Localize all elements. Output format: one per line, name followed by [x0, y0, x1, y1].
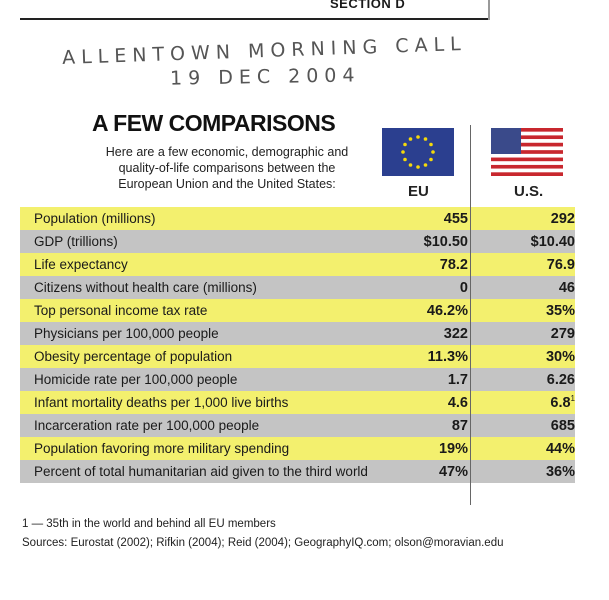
us-flag-icon [491, 128, 563, 176]
eu-star-icon [431, 150, 435, 154]
us-stripe [491, 158, 563, 162]
us-value-text: 30% [545, 348, 575, 365]
us-value-text: 292 [550, 210, 575, 227]
us-value-text: $10.40 [530, 233, 575, 250]
eu-star-icon [416, 135, 420, 139]
page-title: A FEW COMPARISONS [92, 110, 336, 136]
intro-text: Here are a few economic, demographic and quality-of-life comparisons between the European Union and the United States: [105, 145, 349, 191]
eu-value: $10.50 [423, 233, 468, 250]
row-label: Infant mortality deaths per 1,000 live births [34, 395, 289, 410]
eu-star-icon [409, 163, 413, 167]
eu-star-icon [424, 137, 428, 141]
us-value-text: 6.8 [550, 394, 571, 411]
eu-star-icon [429, 158, 433, 162]
comparison-table [20, 207, 575, 483]
us-stripe [491, 154, 563, 158]
eu-star-icon [403, 143, 407, 147]
us-value [495, 234, 575, 250]
eu-star-icon [424, 163, 428, 167]
row-label: Physicians per 100,000 people [34, 326, 219, 341]
eu-value: 46.2% [426, 302, 468, 319]
us-stripe [491, 169, 563, 173]
table-row [20, 230, 575, 253]
us-value [495, 349, 575, 365]
us-value [495, 326, 575, 342]
row-label: GDP (trillions) [34, 234, 118, 249]
eu-value: 322 [443, 325, 468, 342]
table-row [20, 437, 575, 460]
column-header-us: U.S. [514, 183, 544, 200]
eu-star-icon [403, 158, 407, 162]
table-row [20, 322, 575, 345]
table-row [20, 253, 575, 276]
eu-value: 87 [451, 417, 468, 434]
sources-line: Sources: Eurostat (2002); Rifkin (2004); Reid (2004); GeographyIQ.com; olson@moravian.edu [22, 537, 504, 549]
row-label: Incarceration rate per 100,000 people [34, 418, 260, 433]
eu-value: 1.7 [447, 371, 468, 388]
eu-star-icon [416, 165, 420, 169]
handwritten-date: 19 DEC 2004 [169, 64, 361, 90]
section-header: SECTION D [330, 0, 406, 11]
row-label: Population favoring more military spending [34, 441, 290, 456]
eu-value: 4.6 [447, 394, 468, 411]
eu-value: 78.2 [439, 256, 468, 273]
table-row [20, 345, 575, 368]
us-value-text: 46 [558, 279, 575, 296]
us-value [495, 303, 575, 319]
us-value [495, 280, 575, 296]
us-stripe [491, 161, 563, 165]
us-stripe [491, 172, 563, 176]
table-row [20, 414, 575, 437]
us-value-text: 35% [545, 302, 575, 319]
footnote: 1 — 35th in the world and behind all EU members [22, 518, 276, 530]
table-row [20, 207, 575, 230]
row-label: Citizens without health care (millions) [34, 280, 257, 295]
eu-value: 0 [459, 279, 468, 296]
table-row [20, 368, 575, 391]
column-header-eu: EU [408, 183, 429, 200]
us-value-text: 6.26 [546, 371, 575, 388]
row-label: Obesity percentage of population [34, 349, 233, 364]
eu-value: 455 [443, 210, 468, 227]
us-value-text: 76.9 [546, 256, 575, 273]
us-value [495, 394, 575, 411]
row-label: Top personal income tax rate [34, 303, 208, 318]
table-row [20, 276, 575, 299]
eu-value: 19% [438, 440, 468, 457]
eu-star-icon [401, 150, 405, 154]
eu-star-icon [409, 137, 413, 141]
footnote-marker: 1 [570, 394, 575, 404]
column-separator [470, 125, 471, 505]
us-value [495, 257, 575, 273]
row-label: Homicide rate per 100,000 people [34, 372, 238, 387]
handwritten-source: ALLENTOWN MORNING CALL [61, 32, 468, 70]
header-side-rule [488, 0, 490, 20]
us-value [495, 211, 575, 227]
eu-value: 11.3% [427, 348, 468, 365]
us-value-text: 36% [545, 463, 575, 480]
table-row [20, 460, 575, 483]
us-value-text: 685 [550, 417, 575, 434]
eu-value: 47% [438, 463, 468, 480]
us-value [495, 441, 575, 457]
eu-star-icon [429, 143, 433, 147]
us-value-text: 279 [550, 325, 575, 342]
us-stripe [491, 165, 563, 169]
row-label: Life expectancy [34, 257, 128, 272]
us-value [495, 372, 575, 388]
us-value [495, 418, 575, 434]
table-row [20, 299, 575, 322]
us-value [495, 464, 575, 480]
us-value-text: 44% [545, 440, 575, 457]
row-label: Percent of total humanitarian aid given to the third world [34, 464, 368, 479]
top-rule [20, 18, 490, 20]
table-row [20, 391, 575, 414]
eu-flag-icon [382, 128, 454, 176]
row-label: Population (millions) [34, 211, 156, 226]
